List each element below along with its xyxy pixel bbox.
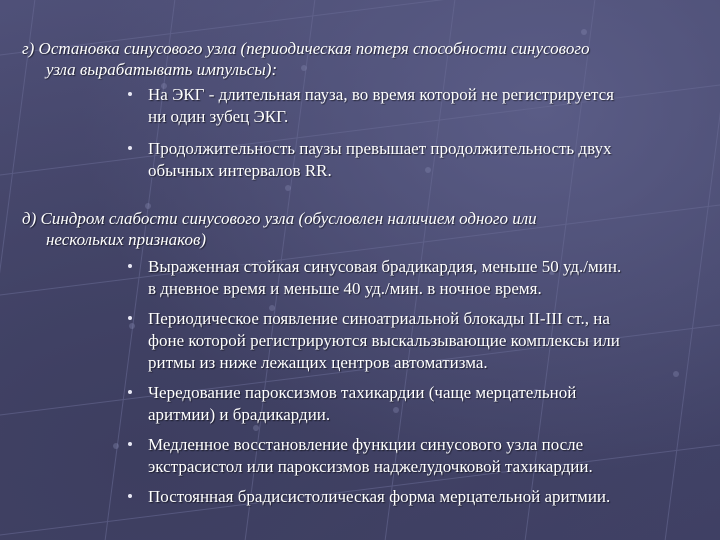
bullet-icon: [128, 146, 132, 150]
section-heading-sick-sinus-syndrome: [22, 208, 702, 250]
bullet-item: [128, 434, 708, 478]
bullet-item: [128, 308, 708, 374]
bullet-line: Периодическое появление синоатриальной блокады II-III ст., на: [148, 309, 610, 328]
bullet-list-sick-sinus-syndrome: [128, 256, 708, 508]
bullet-line: На ЭКГ - длительная пауза, во время которой не регистрируется: [148, 85, 614, 104]
bullet-line: ритмы из ниже лежащих центров автоматизма.: [148, 353, 488, 372]
bullet-icon: [128, 264, 132, 268]
bullet-line: Медленное восстановление функции синусового узла после: [148, 435, 584, 454]
bullet-list-sinus-arrest: [128, 84, 708, 182]
bullet-icon: [128, 390, 132, 394]
bullet-item: [128, 486, 708, 508]
bullet-icon: [128, 442, 132, 446]
bullet-item: [128, 84, 708, 128]
heading-line: узла вырабатывать импульсы):: [46, 60, 278, 79]
bullet-line: Чередование пароксизмов тахикардии (чаще мерцательной: [148, 383, 577, 402]
bullet-line: аритмии) и брадикардии.: [148, 405, 331, 424]
heading-line: нескольких признаков): [46, 230, 206, 249]
bullet-icon: [128, 494, 132, 498]
heading-line: д) Синдром слабости синусового узла (обусловлен наличием одного или: [22, 209, 537, 228]
bullet-line: в дневное время и меньше 40 уд./мин. в ночное время.: [148, 279, 542, 298]
heading-line: г) Остановка синусового узла (периодическая потеря способности синусового: [22, 39, 590, 58]
bullet-line: ни один зубец ЭКГ.: [148, 107, 289, 126]
bullet-item: [128, 138, 708, 182]
bullet-item: [128, 382, 708, 426]
bullet-line: Выраженная стойкая синусовая брадикардия, меньше 50 уд./мин.: [148, 257, 622, 276]
bullet-line: Постоянная брадисистолическая форма мерцательной аритмии.: [148, 487, 611, 506]
bullet-line: фоне которой регистрируются выскальзывающие комплексы или: [148, 331, 620, 350]
bullet-item: [128, 256, 708, 300]
bullet-icon: [128, 92, 132, 96]
bullet-line: обычных интервалов RR.: [148, 161, 332, 180]
bullet-icon: [128, 316, 132, 320]
section-heading-sinus-arrest: [22, 38, 702, 80]
bullet-line: экстрасистол или пароксизмов наджелудочковой тахикардии.: [148, 457, 593, 476]
bullet-line: Продолжительность паузы превышает продолжительность двух: [148, 139, 612, 158]
